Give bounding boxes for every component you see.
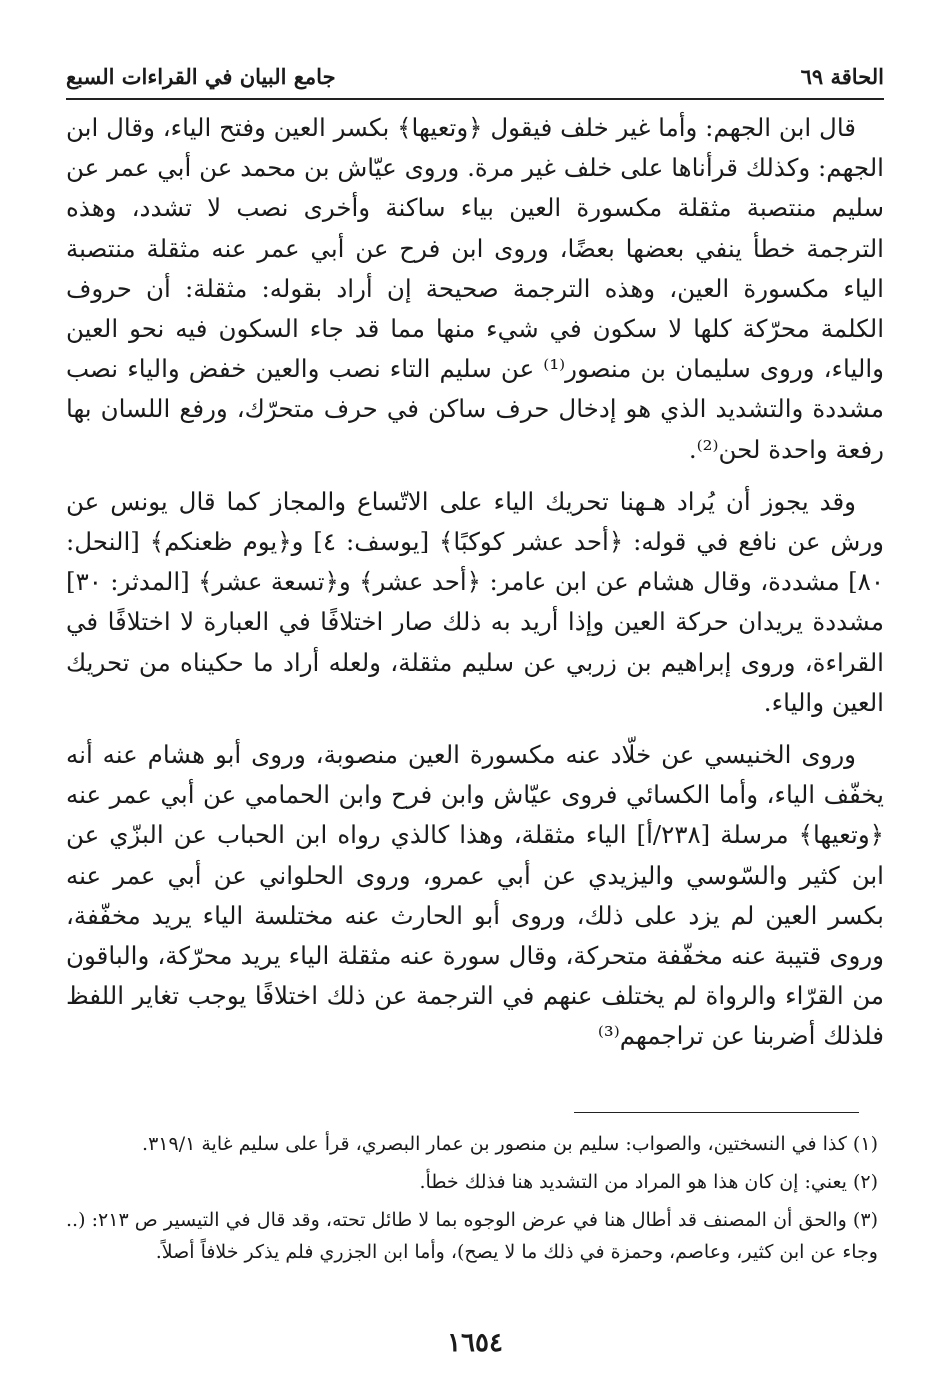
footnote: (٣) والحق أن المصنف قد أطال هنا في عرض الوجوه بما لا طائل تحته، وقد قال في التيسير ص ٢١٣: (.. وجاء عن ابن كثير، وعاصم، وحمزة في ذلك ما لا يصح)، وأما ابن الجزري فلم يذكر خلافاً أصلاً. (66, 1209, 878, 1263)
footnote: (٢) يعني: إن كان هذا هو المراد من التشديد هنا فذلك خطأ. (419, 1171, 878, 1193)
main-text (66, 108, 884, 1069)
footnote: (١) كذا في النسختين، والصواب: سليم بن منصور بن عمار البصري، قرأ على سليم غاية ٣١٩/١. (142, 1133, 878, 1155)
surah-label: الحاقة ٦٩ (800, 64, 884, 89)
book-title: جامع البيان في القراءات السبع (66, 64, 336, 89)
running-header (66, 58, 884, 98)
page-number: ١٦٥٤ (447, 1328, 503, 1358)
paragraph: قال ابن الجهم: وأما غير خلف فيقول ﴿وتعيها﴾ بكسر العين وفتح الياء، وقال ابن الجهم: وكذلك قرأناها على خلف غير مرة. وروى عيّاش بن محمد عن أبي عمر عن سليم منتصبة مثقلة مكسورة العين بياء ساكنة وأخرى نصب لا تشدد، وهذه الترجمة خطأ ينفي بعضها بعضًا، وروى ابن فرح عن أبي عمر عنه مثقلة منتصبة الياء مكسورة العين، وهذه الترجمة صحيحة إن أراد بقوله: مثقلة: أن حروف الكلمة محرّكة كلها لا سكون في شيء منها مما قد جاء السكون فيه نحو العين والياء، وروى سليمان بن منصور⁽¹⁾ عن سليم التاء نصب والعين خفض والياء نصب مشددة والتشديد الذي هو إدخال حرف ساكن في حرف متحرّك، ورفع اللسان بها رفعة واحدة لحن⁽²⁾. (66, 113, 884, 464)
paragraph: وقد يجوز أن يُراد هـهنا تحريك الياء على الاتّساع والمجاز كما قال يونس عن ورش عن نافع في قوله: ﴿أحد عشر كوكبًا﴾ [يوسف: ٤] و﴿يوم ظعنكم﴾ [النحل: ٨٠] مشددة، وقال هشام عن ابن عامر: ﴿أحد عشر﴾ و﴿تسعة عشر﴾ [المدثر: ٣٠] مشددة يريدان حركة العين وإذا أريد به ذلك صار اختلافًا في العبارة لا اختلافًا في القراءة، وروى إبراهيم بن زربي عن سليم مثقلة، ولعله أراد ما حكيناه من تحريك العين والياء. (66, 486, 884, 717)
footnotes (66, 1128, 884, 1274)
footnote-divider (574, 1112, 859, 1113)
paragraph: وروى الخنيسي عن خلّاد عنه مكسورة العين منصوبة، وروى أبو هشام عنه أنه يخفّف الياء، وأما الكسائي فروى عيّاش وابن فرح وابن الحمامي عن أبي عمر عنه ﴿وتعيها﴾ مرسلة [٢٣٨/أ] الياء مثقلة، وهذا كالذي رواه ابن الحباب عن البزّي عن ابن كثير والسّوسي واليزيدي عن أبي عمرو، وروى الحلواني عن أبي عمر عنه بكسر العين لم يزد على ذلك، وروى أبو الحارث عنه مختلسة الياء يريد مخفّفة، وروى قتيبة عنه مخفّفة متحركة، وقال سورة عنه مثقلة الياء يريد محرّكة، والباقون من القرّاء والرواة لم يختلف عنهم في الترجمة عن ذلك اختلافًا يوجب تغاير اللفظ فلذلك أضربنا عن تراجمهم⁽³⁾ (66, 740, 885, 1051)
header-divider (66, 98, 884, 100)
